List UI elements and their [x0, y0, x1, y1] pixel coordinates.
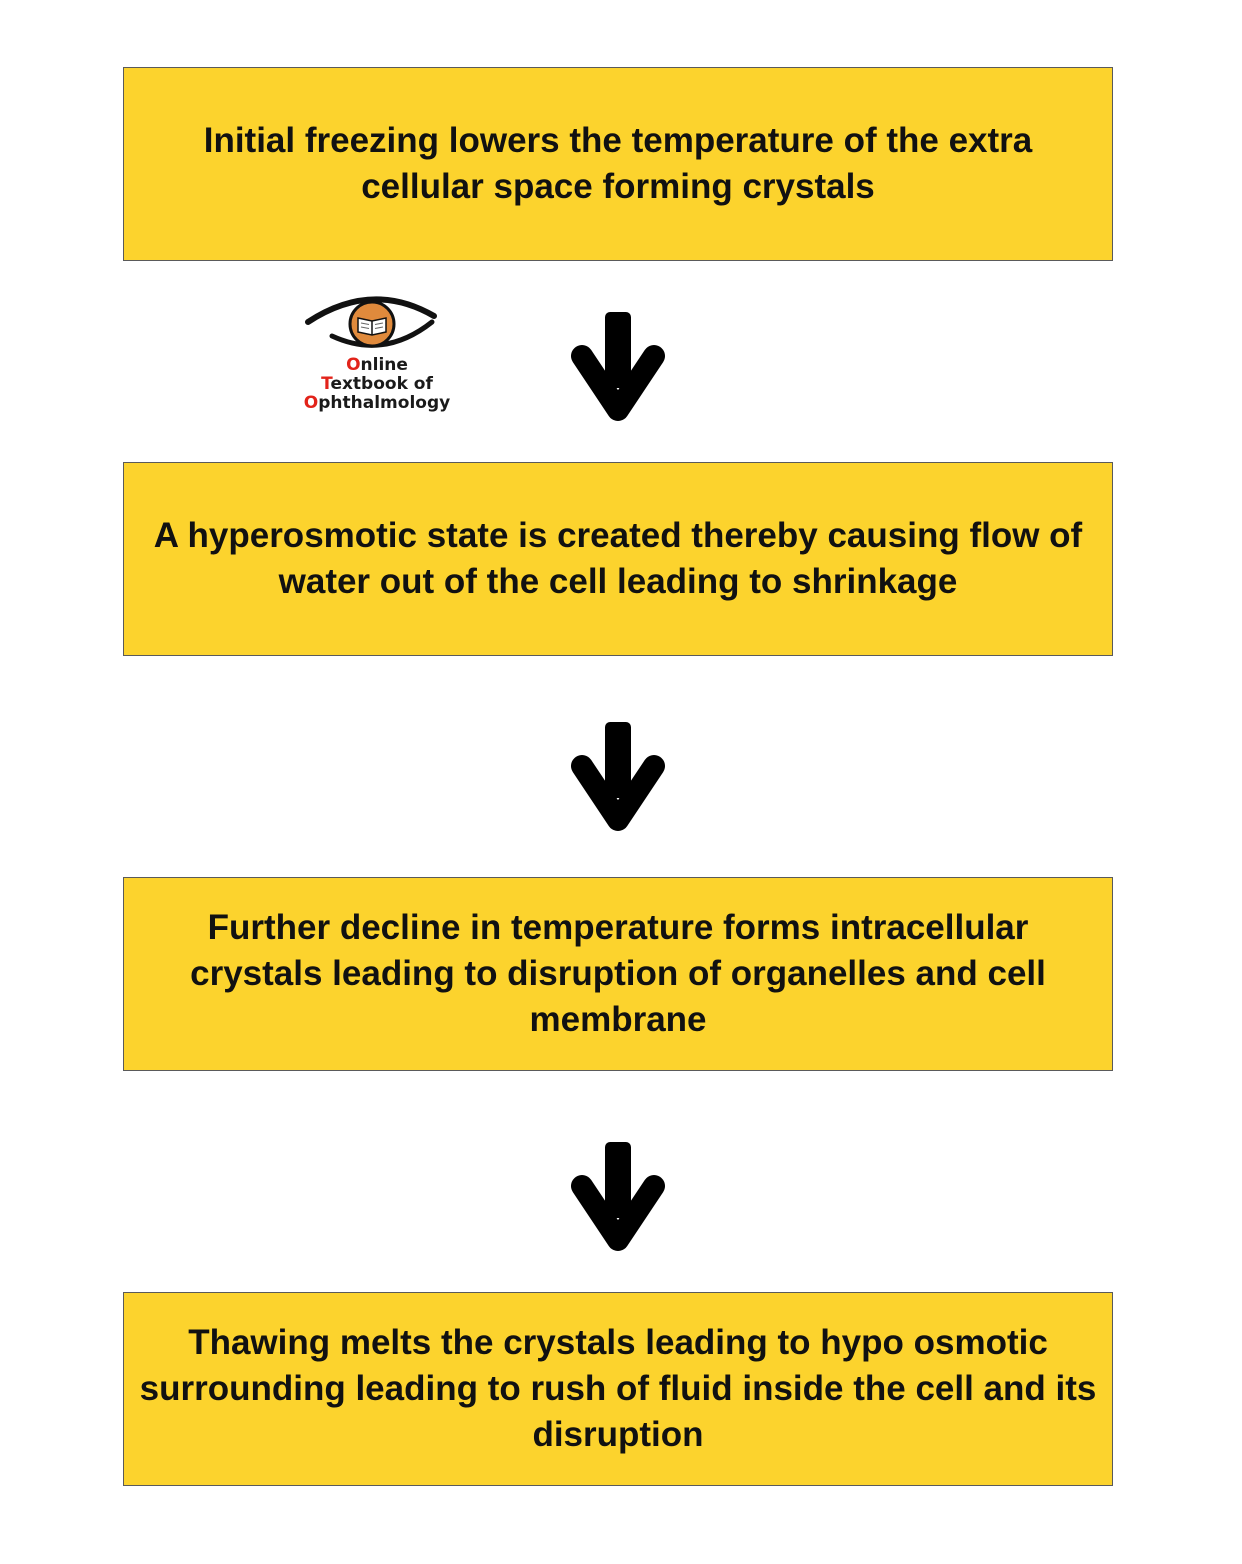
flow-step-1-text: Initial freezing lowers the temperature of the extra cellular space forming crystals	[203, 121, 1033, 206]
flow-step-4-text: Thawing melts the crystals leading to hypo osmotic surrounding leading to rush of fluid inside the cell and its disruption	[139, 1323, 1097, 1454]
flow-step-2	[123, 462, 1113, 656]
flow-step-1	[123, 67, 1113, 261]
logo-line-2: Textbook of	[321, 374, 433, 394]
down-arrow-icon	[570, 1138, 666, 1258]
online-textbook-logo	[282, 292, 472, 422]
eye-book-logo-icon	[302, 292, 452, 356]
flow-step-4	[123, 1292, 1113, 1486]
flow-step-3	[123, 877, 1113, 1071]
logo-line-3: Ophthalmology	[303, 393, 451, 413]
down-arrow-icon	[570, 718, 666, 838]
logo-line-1: Online	[346, 355, 408, 375]
logo-wordmark	[282, 356, 472, 413]
flow-step-3-text: Further decline in temperature forms intracellular crystals leading to disruption of organelles and cell membrane	[190, 908, 1046, 1039]
flow-step-2-text: A hyperosmotic state is created thereby causing flow of water out of the cell leading to shrinkage	[153, 516, 1083, 601]
down-arrow-icon	[570, 308, 666, 428]
